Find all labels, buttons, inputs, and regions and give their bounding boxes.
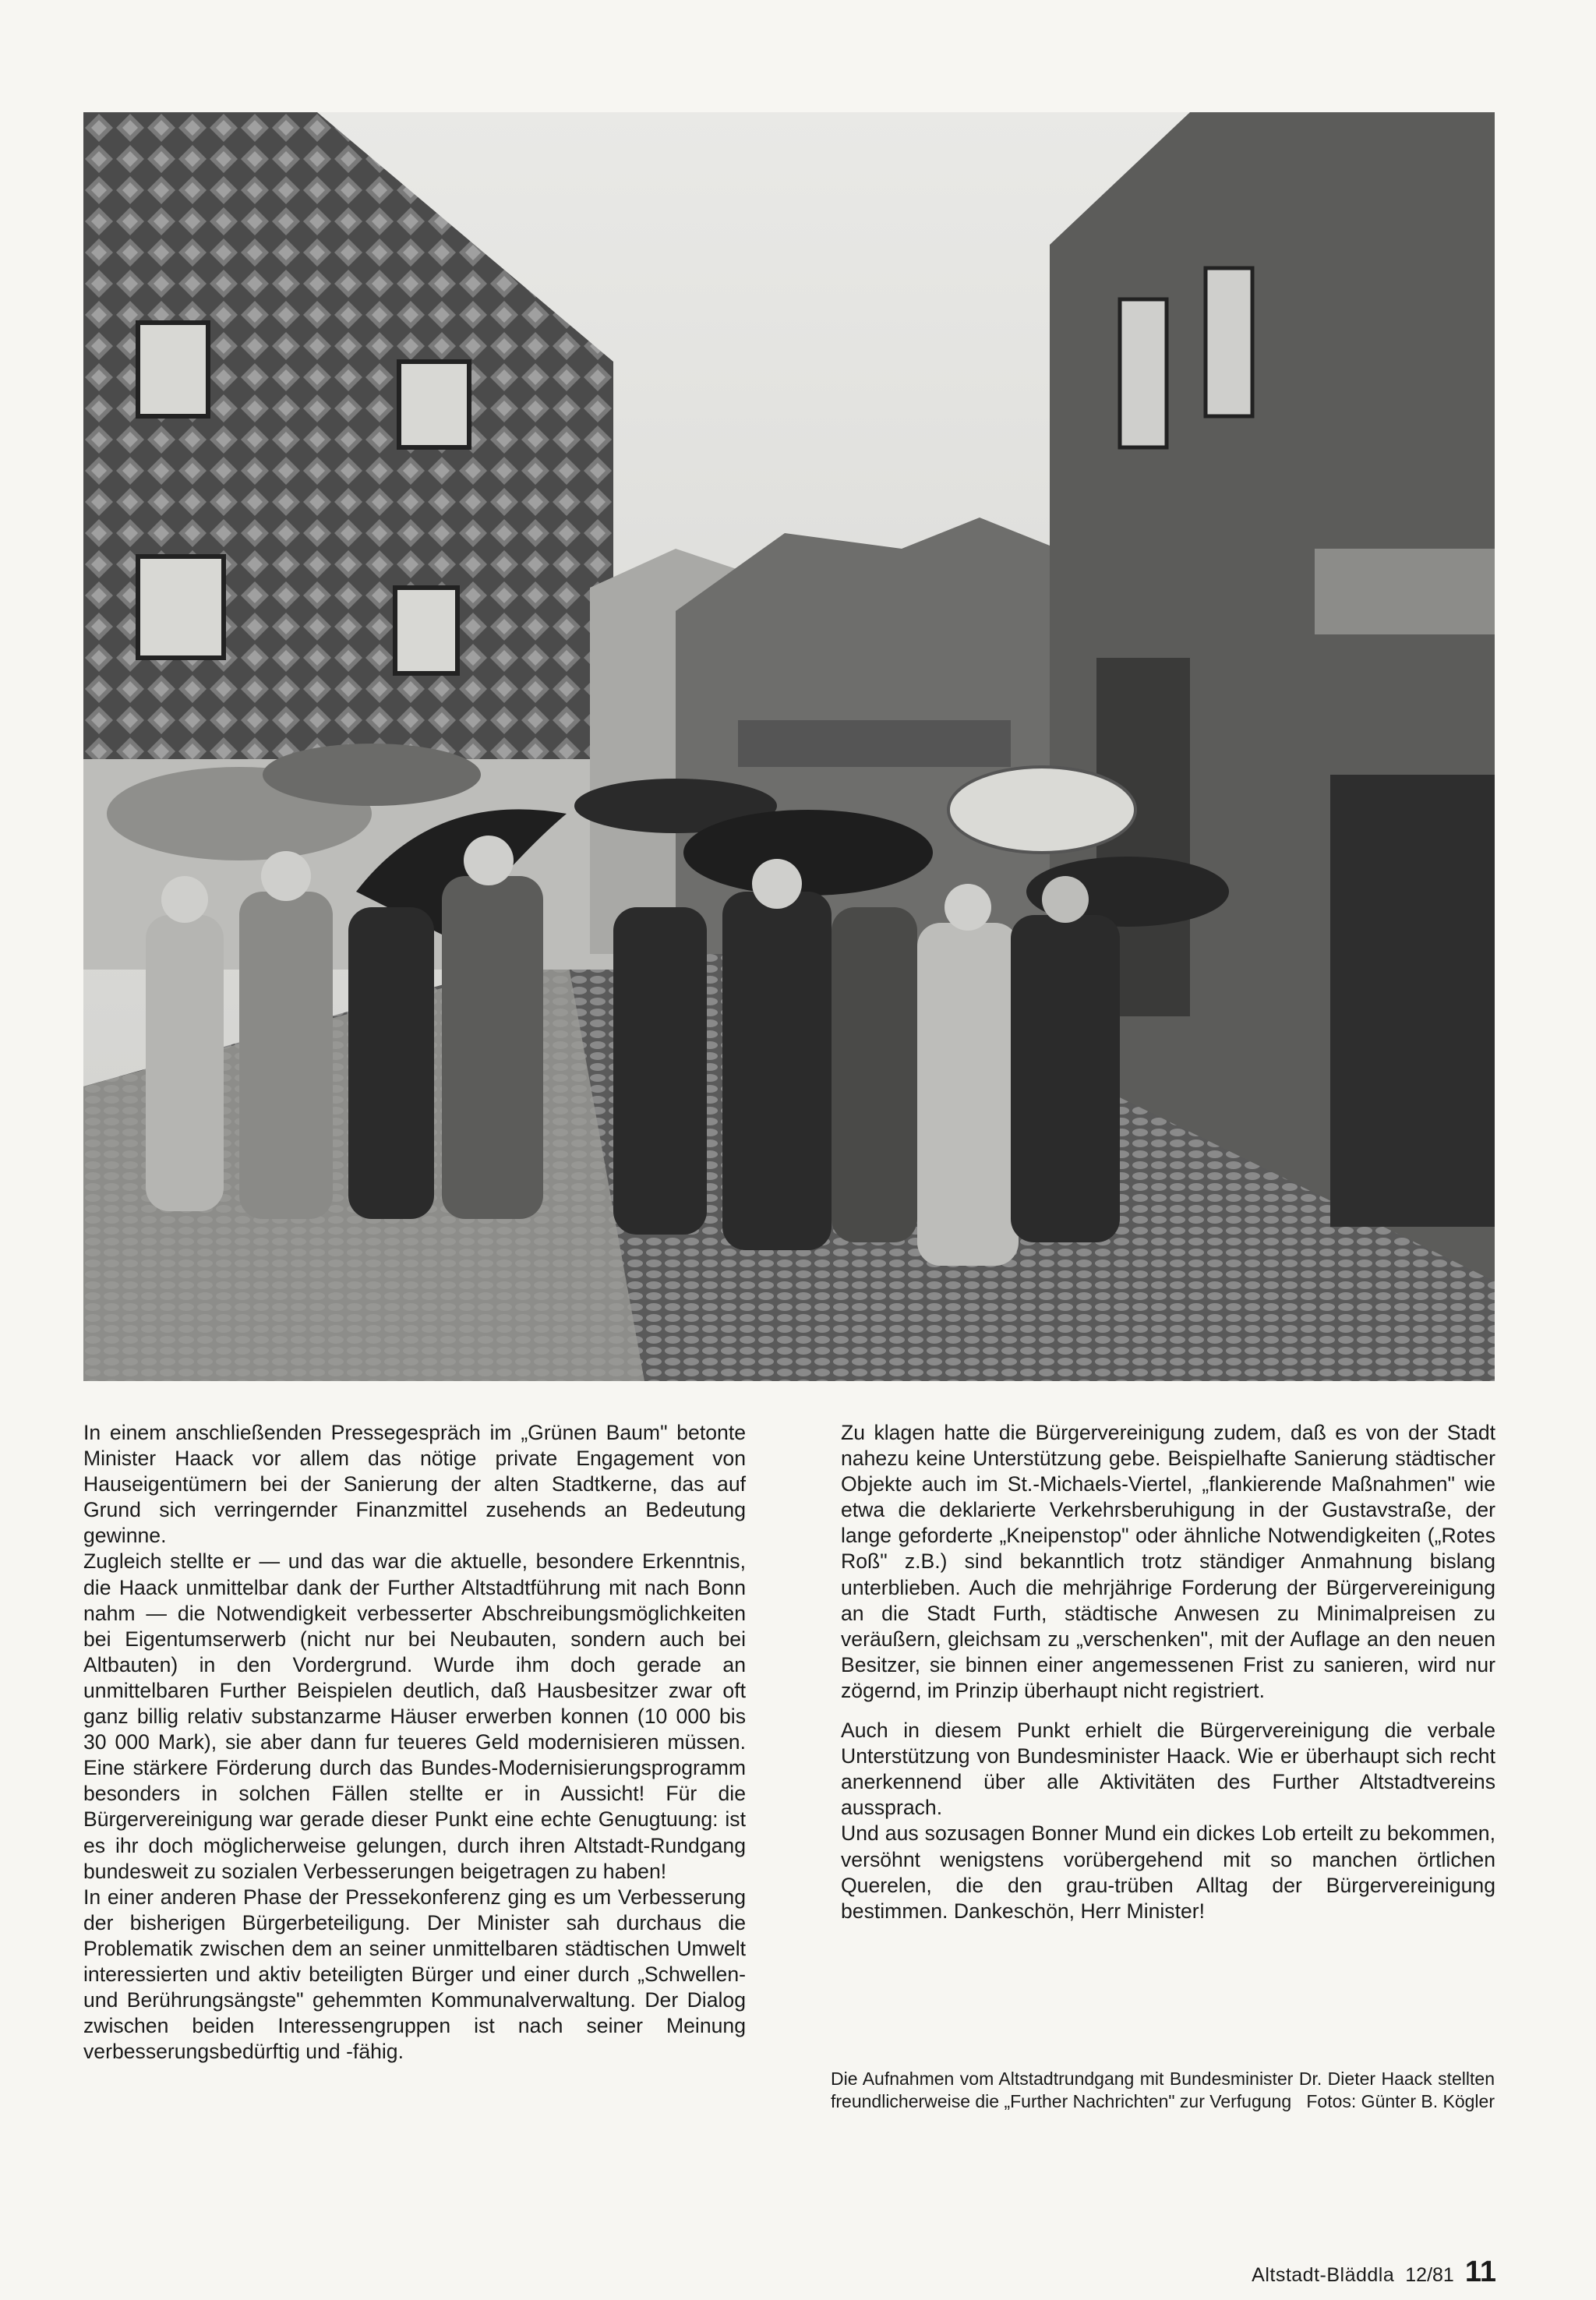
paragraph: Zugleich stellte er — und das war die aktuelle, besondere Erkenntnis, die Haack unmittelbar dank der Further Altstadtführung mit nach Bonn nahm — die Notwendigkeit verbesserter Abschreibungsmöglichkeiten bei Eigentumserwerb (nicht nur bei Neubauten, sondern auch bei Altbauten) in den Vordergrund. Wurde ihm doch gerade an unmittelbaren Further Beispielen deutlich, daß Hausbesitzer zwar oft ganz billig relativ substanzarme Häuser erwerben konnen (10 000 bis 30 000 Mark), sie aber dann fur teueres Geld modernisieren müssen. Eine stärkere Förderung durch das Bundes-Modernisierungsprogramm besonders in solchen Fällen stellte er in Aussicht! Für die Bürgervereinigung war gerade dieser Punkt eine echte Genugtuung: ist es ihr doch möglicherweise gelungen, durch ihren Altstadt-Rundgang bundesweit zu sozialen Verbesserungen beigetragen zu haben! bbox=[83, 1549, 746, 1883]
article-right-column bbox=[841, 1420, 1495, 1924]
page-number: 11 bbox=[1464, 2256, 1496, 2288]
checked-umbrella bbox=[948, 767, 1135, 853]
window bbox=[1120, 299, 1167, 447]
umbrella bbox=[683, 810, 933, 896]
page-footer bbox=[1252, 2256, 1496, 2289]
article-left-column bbox=[83, 1420, 746, 2065]
window bbox=[138, 323, 208, 416]
window bbox=[399, 362, 469, 447]
window bbox=[395, 588, 457, 673]
wooden-door bbox=[1330, 775, 1495, 1227]
issue-number: 12/81 bbox=[1405, 2264, 1454, 2286]
street-scene-photo bbox=[83, 112, 1495, 1381]
paragraph: In einer anderen Phase der Pressekonferenz ging es um Verbesserung der bisherigen Bürgerbeteiligung. Der Minister sah durchaus die Problematik zwischen dem an seiner unmittelbaren städtischen Umwelt interessierten und aktiv beteiligten Bürger und einer durch „Schwellen- und Berührungsängste" gehemmten Kommunalverwaltung. Der Dialog zwischen beiden Interessengruppen ist nach seiner Meinung verbesserungsbedürftig und -fähig. bbox=[83, 1885, 746, 2064]
publication-title: Altstadt-Bläddla bbox=[1252, 2264, 1395, 2286]
umbrella bbox=[263, 744, 481, 806]
flower-box bbox=[1315, 549, 1495, 634]
photo-illustration bbox=[83, 112, 1495, 1381]
photo-credit: Fotos: Günter B. Kögler bbox=[1306, 2091, 1495, 2111]
paragraph: Auch in diesem Punkt erhielt die Bürgervereinigung die verbale Unterstützung von Bundesminister Haack. Wie er überhaupt sich recht anerkennend über alle Aktivitäten des Further Altstadtvereins aussprach. bbox=[841, 1719, 1495, 1820]
window bbox=[1206, 268, 1252, 416]
caption-text: Die Aufnahmen vom Altstadtrundgang mit Bundesminister Dr. Dieter Haack stellten freundlicherweise die „Further Nachrichten" zur Verfugung bbox=[831, 2069, 1495, 2111]
paragraph: Und aus sozusagen Bonner Mund ein dickes Lob erteilt zu bekommen, versöhnt wenigstens vorübergehend mit so manchen örtlichen Querelen, die den grau-trüben Alltag der Bürgervereinigung bestimmen. Dankeschön, Herr Minister! bbox=[841, 1821, 1495, 1923]
balcony bbox=[738, 720, 1011, 767]
window bbox=[138, 556, 224, 658]
paragraph: In einem anschließenden Pressegespräch im „Grünen Baum" betonte Minister Haack vor allem das nötige private Engagement von Hauseigentümern bei der Sanierung der alten Stadtkerne, das auf Grund sich verringernder Finanzmittel zusehends an Bedeutung gewinne. bbox=[83, 1421, 746, 1548]
photo-caption bbox=[831, 2068, 1495, 2113]
paragraph: Zu klagen hatte die Bürgervereinigung zudem, daß es von der Stadt nahezu keine Unterstützung gebe. Beispielhafte Sanierung städtischer Objekte auch im St.-Michaels-Viertel, „flankierende Maßnahmen" wie etwa die deklarierte Verkehrsberuhigung in der Gustavstraße, der lange geforderte „Kneipenstop" oder ähnliche Notwendigkeiten („Rotes Roß" z.B.) sind bekanntlich trotz ständiger Anmahnung bislang unterblieben. Auch die mehrjährige Forderung der Bürgervereinigung an die Stadt Furth, städtische Anwesen zu Minimalpreisen zu veräußern, gleichsam zu „verschenken", mit der Auflage an den neuen Besitzer, sie binnen einer angemessenen Frist zu sanieren, wird nur zögernd, im Prinzip überhaupt nicht registriert. bbox=[841, 1421, 1495, 1702]
